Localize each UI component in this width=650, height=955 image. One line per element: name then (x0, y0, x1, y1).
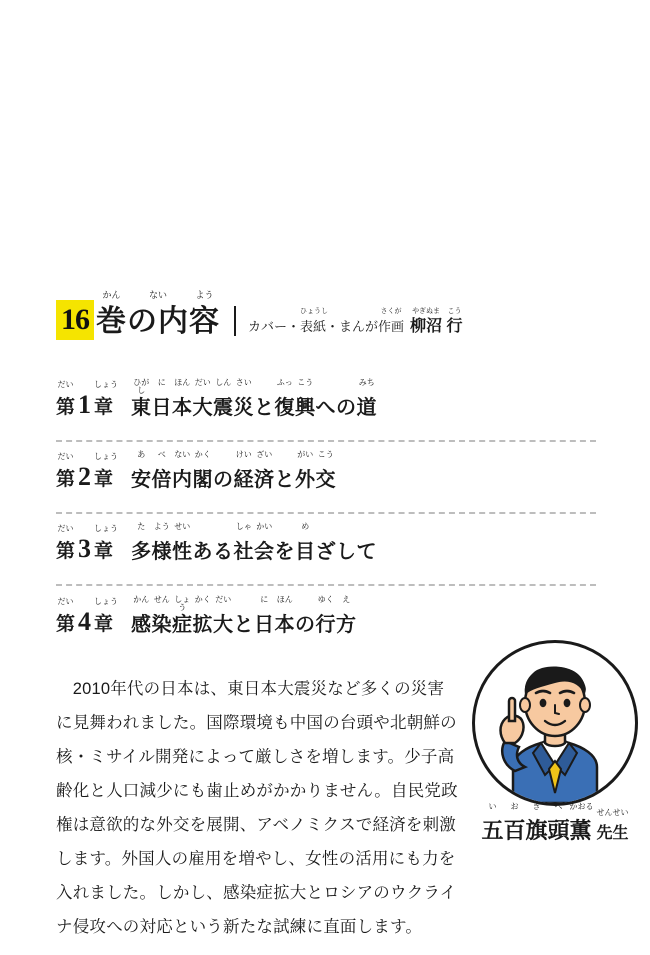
ruby-dai-2: だい (57, 452, 74, 461)
portrait-block (470, 640, 640, 845)
ruby-kei: けい (235, 449, 252, 459)
chapter-prefix-3: 第 (56, 541, 76, 562)
ruby-dai: だい (194, 377, 211, 387)
teacher-honorific: 先生 (596, 825, 629, 842)
ruby-yuku: ゆく (317, 594, 334, 604)
ruby-shou-3: しょう (94, 524, 119, 533)
ruby-ki: き (532, 802, 541, 811)
ruby-shou: しょう (174, 594, 191, 612)
ruby-ni2: に (260, 594, 269, 604)
ruby-dai-1: だい (57, 380, 74, 389)
chapter-title-2: あ 安 べ 倍 ない 内 かく 閣 の けい 経 ざい 済 と がい 外 こう 交 (131, 449, 337, 491)
summary-line-3: 核・ミサイル開発によって厳しさを増します。少子高 (56, 748, 455, 766)
chapter-row-1[interactable] (56, 370, 596, 442)
ruby-gai: がい (297, 449, 314, 459)
summary-line-1: 2010年代の日本は、東日本大震災など多くの災害 (56, 680, 445, 698)
title-main: かん 巻 ない の内 よう 容 (96, 290, 220, 338)
ruby-kaku: かく (194, 449, 211, 459)
summary-line-2: に見舞われました。国際環境も中国の台頭や北朝鮮の (56, 714, 457, 732)
ruby-dai-3: だい (57, 524, 74, 533)
ruby-hon: ほん (174, 377, 191, 387)
ruby-kai: かい (256, 521, 273, 531)
chapter-prefix-1: 第 (56, 397, 76, 418)
ruby-shou-2: しょう (94, 452, 119, 461)
ruby-sensei: せんせい (596, 808, 629, 817)
ruby-nai: ない (174, 449, 191, 459)
chapter-prefix-2: 第 (56, 469, 76, 490)
chapter-suffix-1: 章 (94, 397, 114, 418)
chapter-label-1 (56, 380, 119, 420)
chapter-label-3 (56, 524, 119, 564)
ruby-yaginuma: やぎぬま (412, 308, 441, 315)
chapter-row-3[interactable] (56, 514, 596, 586)
section-title (56, 290, 596, 340)
summary-line-6: します。外国人の雇用を増やし、女性の活用にも力を (56, 850, 456, 868)
ruby-shin: しん (215, 377, 232, 387)
chapter-number-3: 3 (78, 534, 92, 563)
ruby-dai-4: だい (57, 597, 74, 606)
ruby-shou-1: しょう (94, 380, 119, 389)
ruby-hyoushi: ひょうし (300, 308, 329, 315)
chapter-title-4: かん 感 せん 染 しょう 症 かく 拡 だい 大 と に 日 ほん 本 の ゆく 行 え 方 (131, 594, 357, 636)
chapter-suffix-2: 章 (94, 469, 114, 490)
ruby-kaku2: かく (194, 594, 211, 604)
ruby-michi: みち (358, 377, 375, 387)
ruby-me: め (301, 521, 310, 531)
ruby-kou: こう (297, 377, 314, 387)
chapter-prefix-4: 第 (56, 614, 76, 635)
ruby-a: あ (137, 449, 146, 459)
ruby-shou-4: しょう (94, 597, 119, 606)
ruby-kan: かん (102, 290, 121, 300)
chapter-row-2[interactable] (56, 442, 596, 514)
summary-line-8: ナ侵攻への対応という新たな試練に直面します。 (56, 918, 423, 936)
ruby-sei: せい (174, 521, 191, 531)
ruby-kou: こう (447, 308, 462, 315)
ruby-sakuga: さくが (380, 308, 402, 315)
summary-line-4: 齢化と人口減少にも歯止めがかかりません。自民党政 (56, 782, 458, 800)
chapter-number-1: 1 (78, 390, 92, 419)
chapter-title-1: ひがし 東 に 日 ほん 本 だい 大 しん 震 さい 災 と ふっ 復 こう 興 への みち 道 (131, 377, 378, 419)
ruby-you: よう (153, 521, 170, 531)
ruby-ta: た (137, 521, 146, 531)
chapter-label-4 (56, 597, 119, 637)
volume-badge: 16 (56, 300, 94, 340)
ruby-you: よう (195, 290, 214, 300)
ruby-sha: しゃ (235, 521, 252, 531)
ruby-sai: さい (235, 377, 252, 387)
ruby-kou2: こう (317, 449, 334, 459)
ruby-be: べ (554, 802, 563, 811)
ruby-i: い (488, 802, 497, 811)
credit-line (248, 308, 463, 336)
ruby-be: べ (157, 449, 166, 459)
ruby-kan: かん (133, 594, 150, 604)
ruby-sen: せん (153, 594, 170, 604)
credit-author: やぎぬま 柳沼 こう 行 (410, 308, 463, 335)
ruby-o: お (510, 802, 519, 811)
title-divider (234, 306, 236, 336)
chapter-label-2 (56, 452, 119, 492)
chapter-suffix-4: 章 (94, 614, 114, 635)
chapter-number-2: 2 (78, 462, 92, 491)
chapter-list (56, 370, 596, 658)
ruby-ni: に (157, 377, 166, 387)
chapter-number-4: 4 (78, 607, 92, 636)
ruby-dai2: だい (215, 594, 232, 604)
ruby-kaoru: かおる (569, 802, 594, 811)
ruby-e: え (342, 594, 351, 604)
summary-line-7: 入れました。しかし、感染症拡大とロシアのウクライ (56, 884, 457, 902)
summary-paragraph (56, 672, 458, 944)
ruby-zai: ざい (256, 449, 273, 459)
teacher-name: い 五 お 百 き 旗 べ 頭 かおる 薫 せんせい 先生 (481, 802, 629, 843)
ruby-hon2: ほん (276, 594, 293, 604)
ruby-nai: ない (148, 290, 167, 300)
teacher-portrait-icon (472, 640, 638, 806)
ruby-higashi: ひがし (133, 377, 150, 395)
chapter-suffix-3: 章 (94, 541, 114, 562)
summary-line-5: 権は意欲的な外交を展開、アベノミクスで経済を刺激 (56, 816, 456, 834)
ruby-fuk: ふっ (276, 377, 293, 387)
credit-label: カバー・ ひょうし 表紙・まんが さくが 作画 (248, 308, 405, 334)
chapter-title-3: た 多 よう 様 せい 性 ある しゃ 社 かい 会 を め 目 ざして (131, 521, 378, 563)
